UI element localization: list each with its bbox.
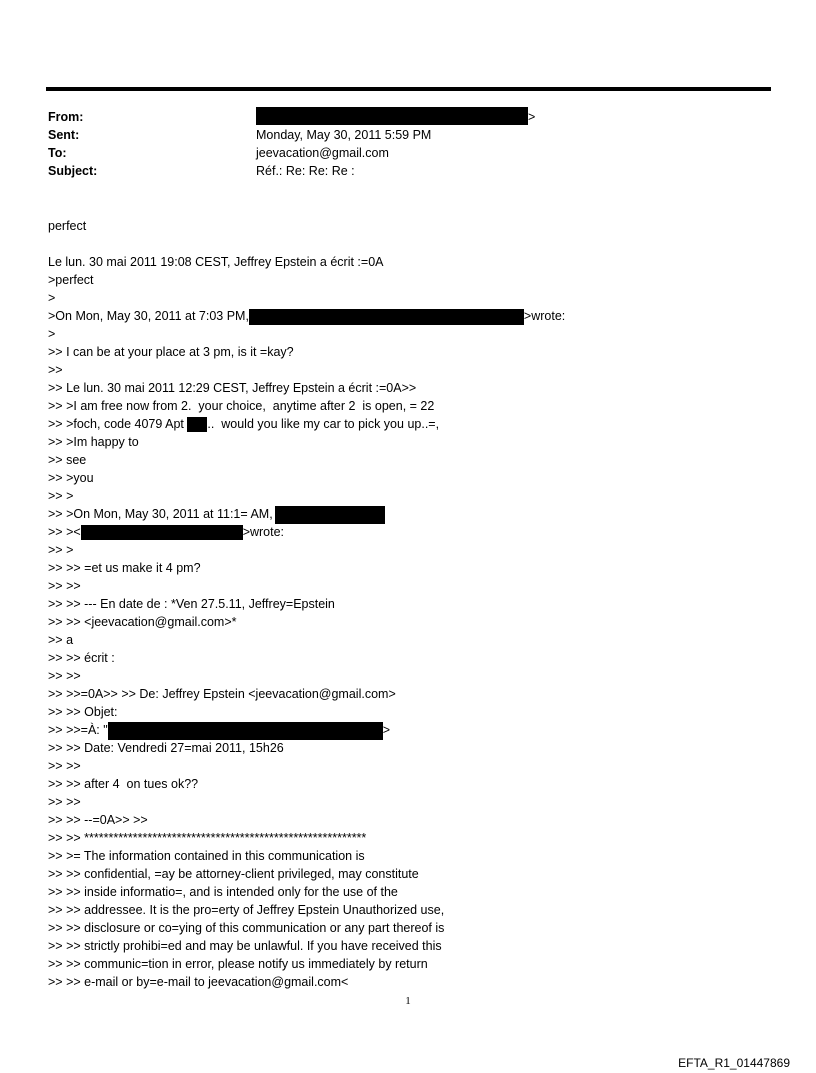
body-line: >	[48, 327, 56, 341]
body-line: >> >> Objet:	[48, 705, 118, 719]
body-line	[48, 721, 565, 739]
body-text: >wrote:	[523, 309, 566, 323]
body-line	[48, 307, 565, 325]
body-line	[48, 415, 565, 433]
redaction-box	[81, 525, 243, 540]
from-label: From:	[48, 110, 84, 124]
body-text: .. would you like my car to pick you up..=,	[207, 417, 440, 431]
body-text: >> >On Mon, May 30, 2011 at 11:1= AM,	[48, 507, 273, 521]
page-number: 1	[405, 995, 411, 1007]
body-line: >> >> inside informatio=, and is intended only for the use of the	[48, 885, 398, 899]
redaction-box	[249, 309, 524, 325]
body-line: >> >>	[48, 579, 81, 593]
body-line: >> >> <jeevacation@gmail.com>*	[48, 615, 237, 629]
from-tail: >	[528, 110, 536, 124]
body-line: >> >> --- En date de : *Ven 27.5.11, Jeffrey=Epstein	[48, 597, 335, 611]
body-line: perfect	[48, 219, 87, 233]
body-line: >> >> communic=tion in error, please notify us immediately by return	[48, 957, 428, 971]
body-line: >> >	[48, 489, 74, 503]
body-line: >> I can be at your place at 3 pm, is it =kay?	[48, 345, 294, 359]
body-line: >> >> strictly prohibi=ed and may be unlawful. If you have received this	[48, 939, 442, 953]
body-line: >	[48, 291, 56, 305]
body-line: >> >> after 4 on tues ok??	[48, 777, 199, 791]
bates-number: EFTA_R1_01447869	[678, 1056, 790, 1070]
body-line: >> >= The information contained in this communication is	[48, 849, 365, 863]
subject-value: Réf.: Re: Re: Re :	[256, 164, 355, 178]
redaction-box	[187, 417, 207, 432]
body-line	[48, 523, 565, 541]
body-line: >> >>	[48, 759, 81, 773]
to-value: jeevacation@gmail.com	[256, 146, 389, 160]
body-text: >wrote:	[242, 525, 285, 539]
body-line: >> >> =et us make it 4 pm?	[48, 561, 201, 575]
redaction-box	[256, 107, 528, 125]
body-line: >> a	[48, 633, 74, 647]
body-line: >> >> addressee. It is the pro=erty of Jeffrey Epstein Unauthorized use,	[48, 903, 445, 917]
body-line: >> >you	[48, 471, 94, 485]
body-line: >> >> Date: Vendredi 27=mai 2011, 15h26	[48, 741, 284, 755]
sent-label: Sent:	[48, 128, 80, 142]
body-line: >perfect	[48, 273, 94, 287]
body-line: >> >Im happy to	[48, 435, 139, 449]
body-text: >On Mon, May 30, 2011 at 7:03 PM,	[48, 309, 249, 323]
body-line: >> >> confidential, =ay be attorney-client privileged, may constitute	[48, 867, 419, 881]
body-line: >> >>	[48, 669, 81, 683]
body-line: >> >> disclosure or co=ying of this communication or any part thereof is	[48, 921, 445, 935]
body-text: >> >foch, code 4079 Apt	[48, 417, 188, 431]
to-label: To:	[48, 146, 67, 160]
from-value	[256, 108, 535, 126]
body-text: >> ><	[48, 525, 81, 539]
body-line: >> >>=0A>> >> De: Jeffrey Epstein <jeevacation@gmail.com>	[48, 687, 396, 701]
body-line: >>	[48, 363, 63, 377]
body-text: >> >>=À: "	[48, 723, 108, 737]
body-line: >> Le lun. 30 mai 2011 12:29 CEST, Jeffrey Epstein a écrit :=0A>>	[48, 381, 417, 395]
body-text: >	[382, 723, 391, 737]
redaction-box	[275, 506, 385, 524]
body-line	[48, 505, 565, 523]
redaction-box	[108, 722, 383, 740]
body-line: >> see	[48, 453, 87, 467]
body-line: >> >	[48, 543, 74, 557]
body-line: >> >> écrit :	[48, 651, 115, 665]
body-line: >> >I am free now from 2. your choice, anytime after 2 is open, = 22	[48, 399, 435, 413]
blank-line	[48, 235, 565, 253]
body-line: >> >> **********************************************************	[48, 831, 367, 845]
header-rule	[46, 87, 771, 91]
subject-label: Subject:	[48, 164, 98, 178]
sent-value: Monday, May 30, 2011 5:59 PM	[256, 128, 432, 142]
body-line: Le lun. 30 mai 2011 19:08 CEST, Jeffrey Epstein a écrit :=0A	[48, 255, 384, 269]
body-line: >> >> e-mail or by=e-mail to jeevacation@gmail.com<	[48, 975, 349, 989]
body-line: >> >>	[48, 795, 81, 809]
body-line: >> >> --=0A>> >>	[48, 813, 148, 827]
email-body	[48, 217, 565, 991]
